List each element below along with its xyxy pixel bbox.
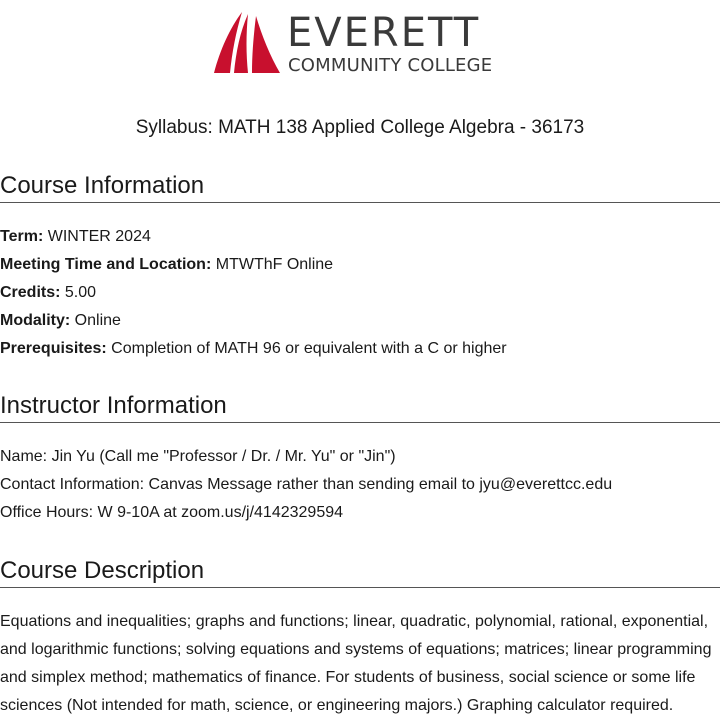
meeting-value: MTWThF Online: [215, 256, 334, 273]
instructor-office-hours: Office Hours: W 9-10A at zoom.us/j/4142329594: [0, 504, 344, 521]
course-description-text: Equations and inequalities; graphs and functions; linear, quadratic, polynomial, rational, exponential, and logarithmic functions; solving equations and systems of equations; matrices; linear programming and simplex method; mathematics of finance. For students of business, social science or some life sciences (Not intended for math, science, or engineering majors.) Graphing calculator required.: [0, 613, 712, 714]
course-info-row-prerequisites: [0, 335, 720, 363]
course-information-heading: Course Information: [0, 172, 720, 203]
instructor-name: Name: Jin Yu (Call me "Professor / Dr. / Mr. Yu" or "Jin"): [0, 448, 396, 465]
credits-label: Credits:: [0, 284, 61, 301]
modality-value: Online: [74, 312, 121, 329]
course-info-list: [0, 223, 720, 363]
course-info-row-modality: [0, 307, 720, 335]
term-value: WINTER 2024: [47, 228, 151, 245]
prerequisites-label: Prerequisites:: [0, 340, 107, 357]
logo-name-line1: EVERETT: [287, 10, 481, 56]
college-logo: [212, 10, 512, 76]
term-label: Term:: [0, 228, 44, 245]
instructor-information-heading: Instructor Information: [0, 392, 720, 423]
syllabus-title: Syllabus: MATH 138 Applied College Algebra - 36173: [135, 117, 585, 138]
instructor-contact: Contact Information: Canvas Message rather than sending email to jyu@everettcc.edu: [0, 476, 613, 493]
course-info-row-credits: [0, 279, 720, 307]
course-info-row-term: [0, 223, 720, 251]
course-info-row-meeting: [0, 251, 720, 279]
prerequisites-value: Completion of MATH 96 or equivalent with a C or higher: [111, 340, 507, 357]
logo-name-line2: COMMUNITY COLLEGE: [288, 55, 493, 76]
course-description-heading: Course Description: [0, 557, 720, 588]
instructor-info-list: [0, 443, 720, 527]
college-logo-mark-icon: [212, 10, 282, 76]
credits-value: 5.00: [64, 284, 97, 301]
meeting-label: Meeting Time and Location:: [0, 256, 212, 273]
modality-label: Modality:: [0, 312, 71, 329]
